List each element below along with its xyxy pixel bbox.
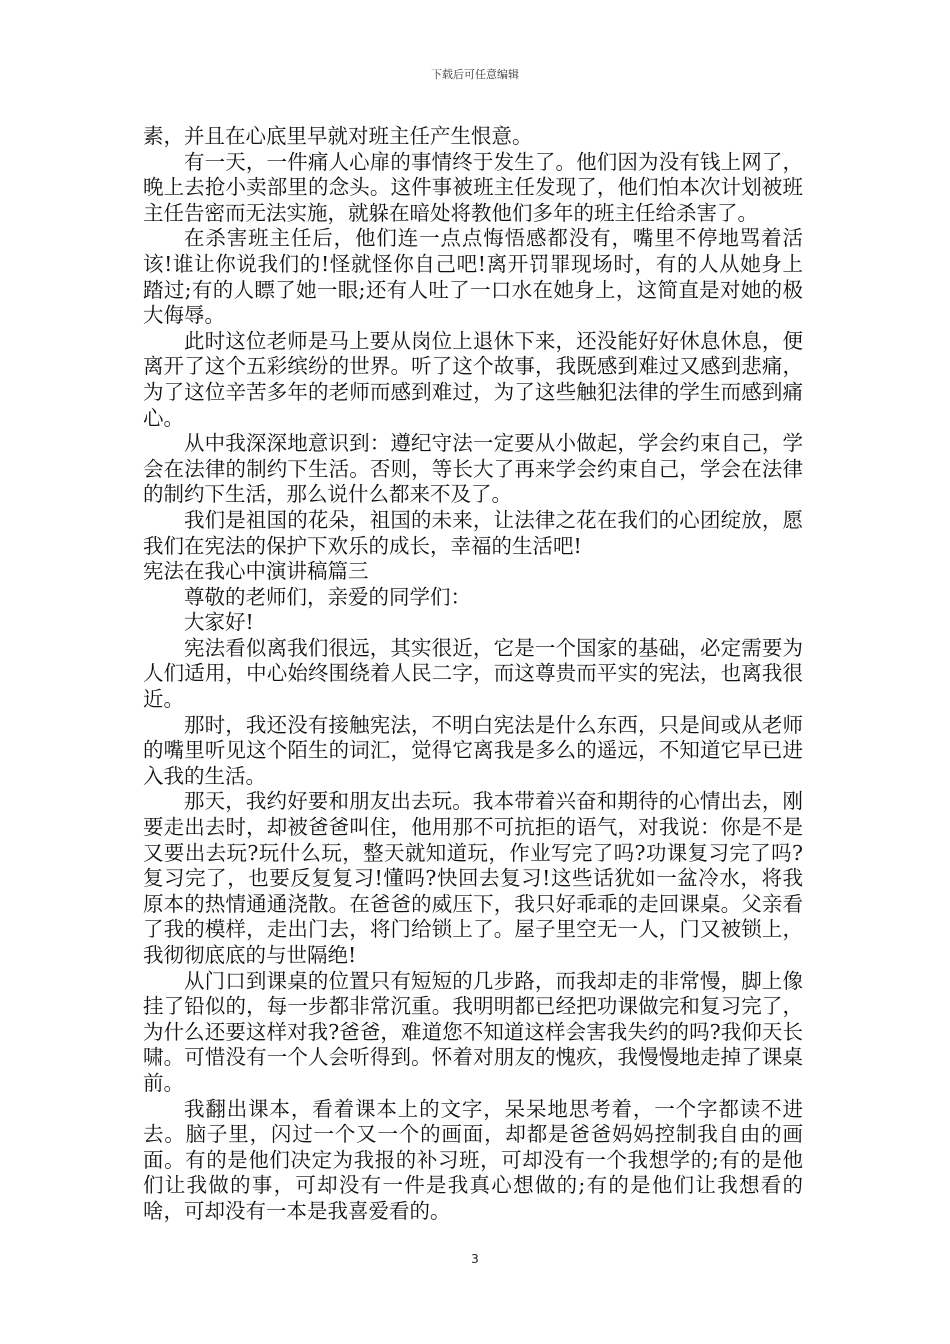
paragraph: 宪法看似离我们很远，其实很近，它是一个国家的基础，必定需要为人们适用，中心始终围绕着人民二字，而这尊贵而平实的宪法，也离我很近。 bbox=[143, 635, 803, 712]
section-title: 宪法在我心中演讲稿篇三 bbox=[143, 559, 369, 584]
paragraph: 从门口到课桌的位置只有短短的几步路，而我却走的非常慢，脚上像挂了铅似的，每一步都非常沉重。我明明都已经把功课做完和复习完了，为什么还要这样对我?爸爸，难道您不知道这样会害我失约的吗?我仰天长啸。可惜没有一个人会听得到。怀着对朋友的愧疚，我慢慢地走掉了课桌前。 bbox=[143, 968, 803, 1095]
document-body bbox=[143, 124, 803, 1225]
paragraph: 我们是祖国的花朵，祖国的未来，让法律之花在我们的心团绽放，愿我们在宪法的保护下欢乐的成长，幸福的生活吧! bbox=[143, 507, 803, 558]
paragraph: 素，并且在心底里早就对班主任产生恨意。 bbox=[143, 124, 533, 148]
page-header: 下载后可任意编辑 bbox=[431, 68, 519, 81]
paragraph: 那天，我约好要和朋友出去玩。我本带着兴奋和期待的心情出去，刚要走出去时，却被爸爸叫住，他用那不可抗拒的语气，对我说：你是不是又要出去玩?玩什么玩，整天就知道玩，作业写完了吗?功课复习完了吗?复习完了，也要反复复习!懂吗?快回去复习!这些话犹如一盆冷水，将我原本的热情通通浇散。在爸爸的威压下，我只好乖乖的走回课桌。父亲看了我的模样，走出门去，将门给锁上了。屋子里空无一人，门又被锁上，我彻彻底底的与世隔绝! bbox=[143, 789, 803, 967]
greeting: 大家好! bbox=[184, 610, 254, 635]
paragraph: 在杀害班主任后，他们连一点点悔悟感都没有，嘴里不停地骂着活该!谁让你说我们的!怪就怪你自己吧!离开罚罪现场时，有的人从她身上踏过;有的人瞟了她一眼;还有人吐了一口水在她身上，这简直是对她的极大侮辱。 bbox=[143, 226, 803, 328]
paragraph: 此时这位老师是马上要从岗位上退休下来，还没能好好休息休息，便离开了这个五彩缤纷的世界。听了这个故事，我既感到难过又感到悲痛，为了这位辛苦多年的老师而感到难过，为了这些触犯法律的学生而感到痛心。 bbox=[143, 328, 803, 430]
page-number: 3 bbox=[471, 1252, 479, 1266]
paragraph: 从中我深深地意识到：遵纪守法一定要从小做起，学会约束自己，学会在法律的制约下生活。否则，等长大了再来学会约束自己，学会在法律的制约下生活，那么说什么都来不及了。 bbox=[143, 431, 803, 507]
salutation: 尊敬的老师们，亲爱的同学们： bbox=[184, 584, 471, 609]
paragraph: 那时，我还没有接触宪法，不明白宪法是什么东西，只是间或从老师的嘴里听见这个陌生的词汇，觉得它离我是多么的遥远，不知道它早已进入我的生活。 bbox=[143, 712, 803, 788]
paragraph: 有一天，一件痛人心扉的事情终于发生了。他们因为没有钱上网了，晚上去抢小卖部里的念头。这件事被班主任发现了，他们怕本次计划被班主任告密而无法实施，就躲在暗处将教他们多年的班主任给杀害了。 bbox=[143, 149, 803, 225]
paragraph: 我翻出课本，看着课本上的文字，呆呆地思考着，一个字都读不进去。脑子里，闪过一个又一个的画面，却都是爸爸妈妈控制我自由的画面。有的是他们决定为我报的补习班，可却没有一个我想学的;有的是他们让我做的事，可却没有一件是我真心想做的;有的是他们让我想看的啥，可却没有一本是我喜爱看的。 bbox=[143, 1096, 803, 1223]
